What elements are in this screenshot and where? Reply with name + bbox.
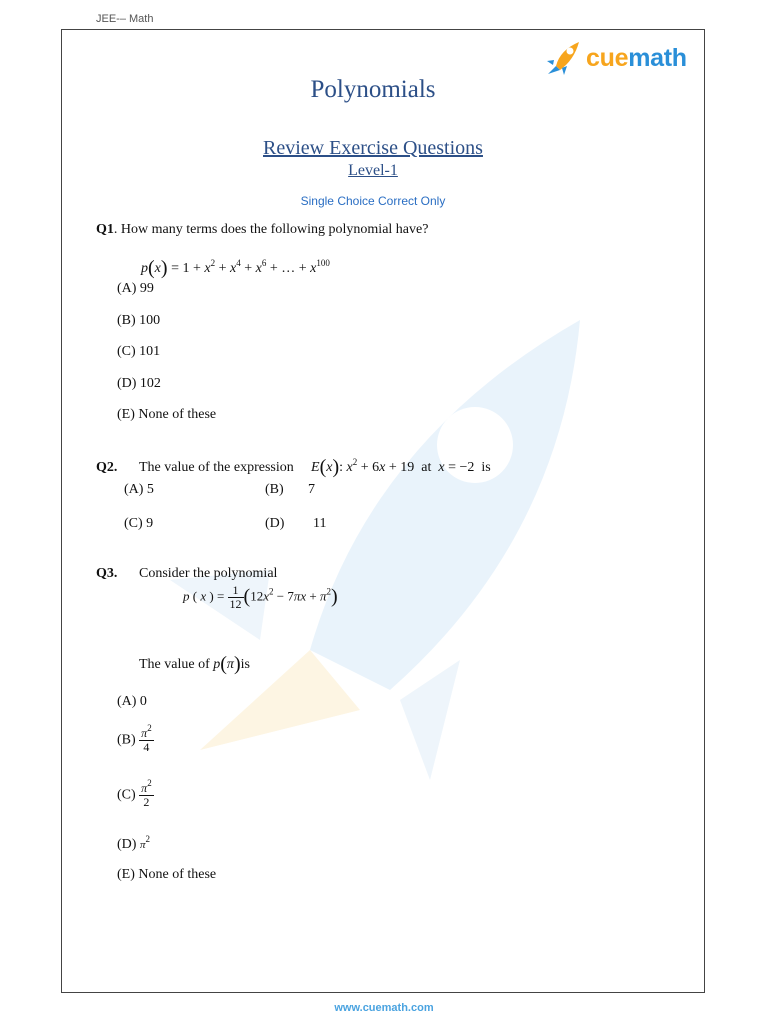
q3-option-d[interactable]: (D) $\pi^2$ [117, 834, 150, 852]
q2-option-c[interactable]: (C) 9 [124, 516, 154, 531]
logo-text: cuemath [586, 43, 687, 72]
q1-polynomial-formula: $p(x) = 1 + x^2 + x^4 + x^6$ + … + $x^{100}$ [141, 257, 330, 279]
question-3-text: Consider the polynomial [139, 566, 278, 581]
rocket-icon [546, 40, 582, 76]
question-text: . How many terms does the following polynomial have? [113, 222, 429, 237]
q2-option-b-label[interactable]: (B) [265, 482, 284, 497]
q3-option-a[interactable]: (A) 0 [117, 694, 147, 709]
footer-link[interactable]: www.cuemath.com [334, 1002, 434, 1014]
q3-option-e[interactable]: (E) None of these [117, 867, 217, 882]
option-a[interactable]: (A) 99 [117, 281, 154, 296]
q2-option-a[interactable]: (A) 5 [124, 482, 154, 497]
question-3-number: Q3. [96, 566, 118, 581]
option-c[interactable]: (C) 101 [117, 344, 161, 359]
question-2-text: The value of the expression [139, 460, 294, 475]
q3-option-b[interactable]: (B) $\frac{\pi^2}{4}$ [117, 723, 152, 754]
question-number: Q1 [96, 222, 114, 237]
q3-polynomial-formula: p ( x ) = $\frac{1}{12}$ $(12x^2 - 7\pi x + \pi^2)$ [183, 583, 338, 611]
q3-value-line: The value of p(π)is [139, 653, 250, 675]
option-e[interactable]: (E) None of these [117, 407, 217, 422]
q2-expression: E(x): $x^2 + 6x + 19$ at x = −2 is [311, 456, 491, 478]
header-label: JEE-– Math [96, 13, 154, 25]
q2-option-d-label[interactable]: (D) [265, 516, 285, 531]
page-title: Polynomials [310, 76, 436, 103]
option-b[interactable]: (B) 100 [117, 313, 161, 328]
q3-option-c[interactable]: (C) $\frac{\pi^2}{2}$ [117, 778, 152, 809]
option-d[interactable]: (D) 102 [117, 376, 161, 391]
rocket-watermark [160, 320, 620, 780]
q2-option-d-value: 11 [313, 516, 327, 531]
q2-option-b-value: 7 [308, 482, 315, 497]
question-2-number: Q2. [96, 460, 118, 475]
cuemath-logo [546, 40, 687, 76]
level-label: Level-1 [348, 162, 398, 179]
question-1 [96, 222, 428, 238]
section-subtitle: Review Exercise Questions [263, 137, 483, 159]
instruction-note: Single Choice Correct Only [300, 194, 446, 208]
